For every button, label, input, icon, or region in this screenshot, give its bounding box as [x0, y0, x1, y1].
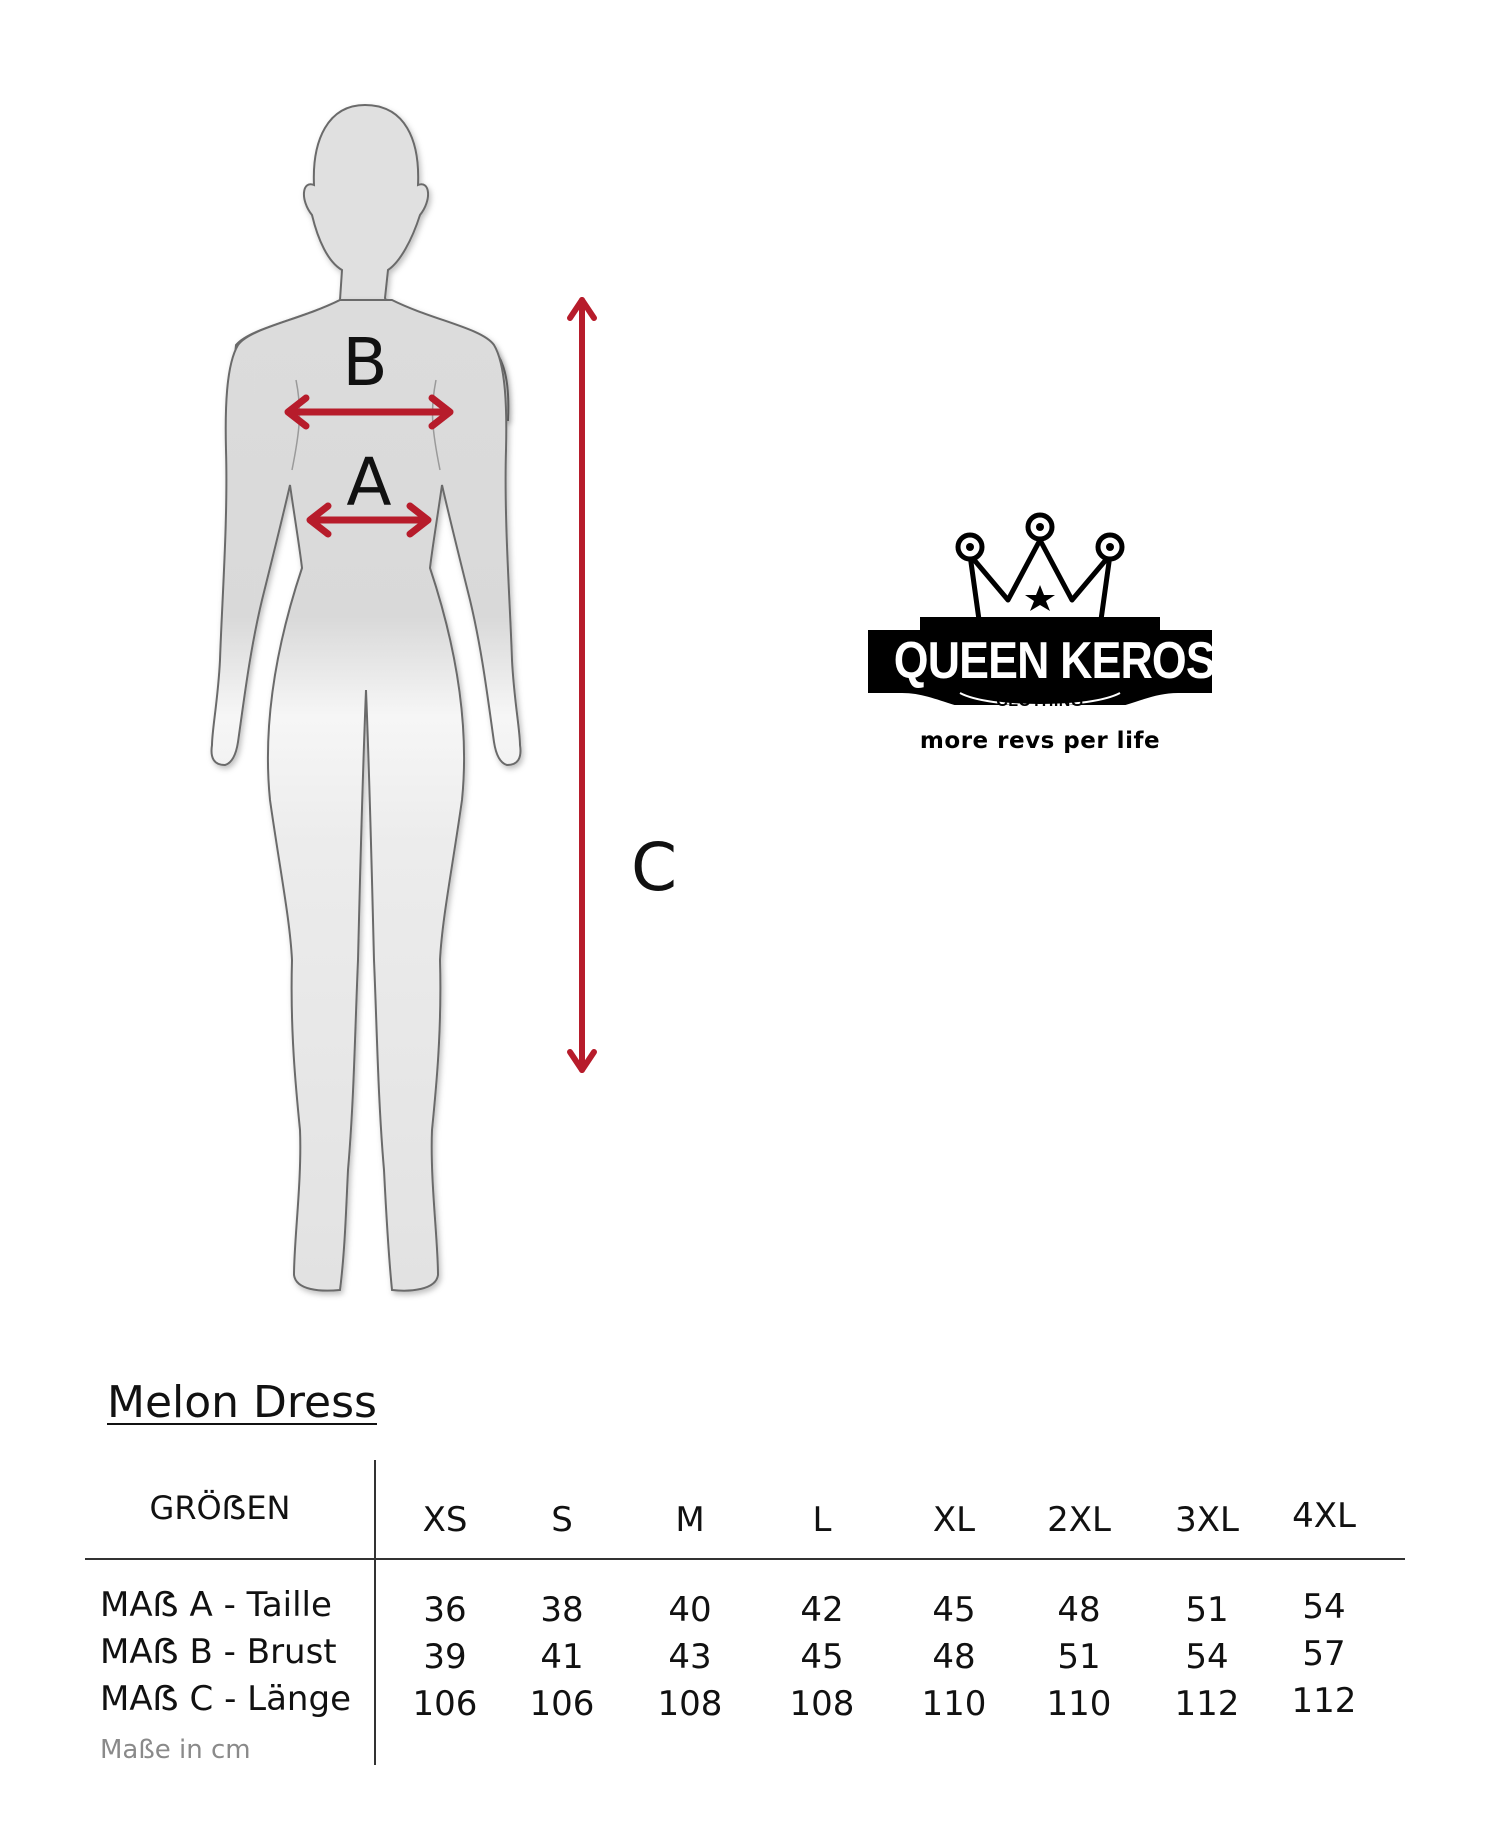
table-cell: 112	[1174, 1684, 1240, 1724]
table-horizontal-divider	[85, 1558, 1405, 1560]
row-label-taille: MAẞ A - Taille	[100, 1585, 332, 1625]
row-label-brust: MAẞ B - Brust	[100, 1632, 337, 1672]
table-cell: 108	[657, 1684, 723, 1724]
table-cell: 48	[932, 1637, 976, 1677]
measure-a-label: A	[346, 444, 392, 521]
size-header-cell: S	[551, 1500, 573, 1540]
table-cell: 40	[668, 1590, 712, 1630]
row-label-laenge: MAẞ C - Länge	[100, 1679, 351, 1719]
table-cell: 106	[529, 1684, 595, 1724]
size-header-cell: 2XL	[1047, 1500, 1111, 1540]
table-cell: 36	[423, 1590, 467, 1630]
size-header-cell: 3XL	[1175, 1500, 1239, 1540]
table-cell: 110	[1046, 1684, 1112, 1724]
measure-b-label: B	[342, 324, 388, 401]
brand-tagline: more revs per life	[919, 728, 1161, 754]
size-header-cell: L	[812, 1500, 832, 1540]
table-cell: 43	[668, 1637, 712, 1677]
table-cell: 39	[423, 1637, 467, 1677]
table-cell: 108	[789, 1684, 855, 1724]
table-cell: 106	[412, 1684, 478, 1724]
table-cell: 45	[800, 1637, 844, 1677]
table-cell: 42	[800, 1590, 844, 1630]
table-cell: 54	[1302, 1587, 1346, 1627]
sizes-header-label: GRÖẞEN	[149, 1489, 291, 1527]
table-cell: 38	[540, 1590, 584, 1630]
size-header-cell: 4XL	[1292, 1496, 1356, 1536]
table-cell: 110	[921, 1684, 987, 1724]
table-vertical-divider	[374, 1460, 376, 1765]
measure-c-label: C	[630, 829, 678, 906]
size-header-cell: XS	[422, 1500, 468, 1540]
table-cell: 112	[1291, 1681, 1357, 1721]
table-cell: 51	[1057, 1637, 1101, 1677]
brand-subline: CLOTHING	[996, 693, 1084, 710]
table-cell: 41	[540, 1637, 584, 1677]
table-cell: 54	[1185, 1637, 1229, 1677]
brand-wordmark: QUEEN KEROSIN	[893, 632, 1258, 690]
size-header-cell: XL	[932, 1500, 976, 1540]
units-note: Maße in cm	[100, 1735, 251, 1765]
table-cell: 45	[932, 1590, 976, 1630]
table-cell: 57	[1302, 1634, 1346, 1674]
table-cell: 48	[1057, 1590, 1101, 1630]
size-header-cell: M	[675, 1500, 705, 1540]
table-cell: 51	[1185, 1590, 1229, 1630]
product-title: Melon Dress	[107, 1377, 377, 1428]
